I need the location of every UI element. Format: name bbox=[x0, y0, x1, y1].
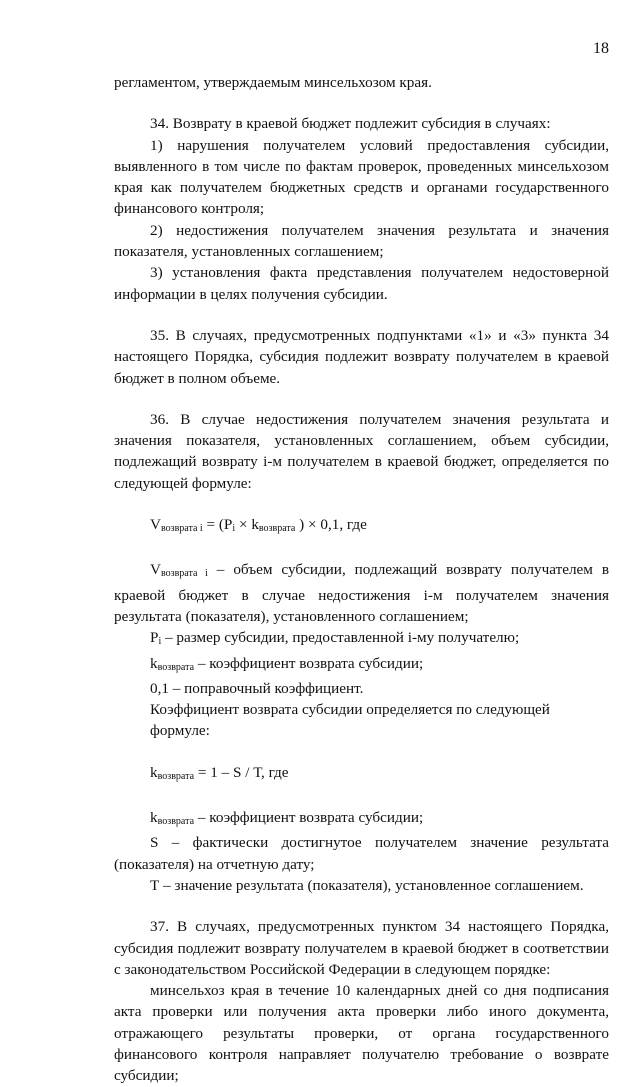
formula-symbol: P bbox=[223, 516, 233, 534]
paragraph-34-item-1: 1) нарушения получателем условий предоставления субсидии, выявленного в том числе по фактам проверок, проведенных минсельхозом края как получателем бюджетных средств и органами государственного финансового контроля; bbox=[114, 136, 609, 218]
formula-operator: × bbox=[235, 516, 252, 534]
formula-subscript: i bbox=[232, 523, 236, 535]
formula-tail: = 1 – S / Т, где bbox=[194, 763, 289, 781]
page-number: 18 bbox=[593, 40, 609, 57]
paragraph-35: 35. В случаях, предусмотренных подпунктами «1» и «3» пункта 34 настоящего Порядка, субсидия подлежит возврату получателем в краевой бюджет в полном объеме. bbox=[114, 326, 609, 387]
paragraph-34-heading: 34. Возврату в краевой бюджет подлежит субсидия в случаях: bbox=[150, 115, 551, 133]
paragraph: регламентом, утверждаемым минсельхозом края. bbox=[114, 74, 432, 91]
formula-2 bbox=[114, 762, 609, 787]
formula-symbol: k bbox=[150, 763, 158, 781]
definition-s: S – фактически достигнутое получателем значение результата (показателя) на отчетную дату; bbox=[114, 834, 609, 873]
definition-p: $P_i$ – размер субсидии, предоставленной i-му получателю; bbox=[150, 629, 520, 648]
formula-subscript: возврата bbox=[258, 523, 296, 535]
paragraph-36: 36. В случае недостижения получателем значения результата и значения показателя, установленных соглашением, объем субсидии, подлежащий возврату i-м получателем в краевой бюджет, определяется по следующей формуле: bbox=[114, 410, 609, 492]
definition-k: $k_{возврата}$ – коэффициент возврата субсидии; bbox=[150, 654, 424, 673]
document-body bbox=[114, 72, 609, 1087]
paragraph-37-item: минсельхоз края в течение 10 календарных дней со дня подписания акта проверки или получения акта проверки либо иного документа, отражающего результаты проверки, от органа государственного финансового контроля направляет получателю требование о возврате субсидии; bbox=[114, 982, 609, 1085]
coefficient-intro: Коэффициент возврата субсидии определяется по следующей формуле: bbox=[150, 701, 550, 740]
formula-subscript: возврата i bbox=[160, 523, 203, 535]
definition-01: 0,1 – поправочный коэффициент. bbox=[150, 679, 364, 697]
formula-1 bbox=[114, 514, 609, 539]
paragraph-37: 37. В случаях, предусмотренных пунктом 34 настоящего Порядка, субсидия подлежит возврату получателем в краевой бюджет в соответствии с законодательством Российской Федерации в следующем порядке: bbox=[114, 918, 609, 978]
formula-subscript: возврата bbox=[157, 770, 195, 782]
definition-v: $V_{возврата i}$ – объем субсидии, подлежащий возврату получателем в краевой бюджет в случае недостижения i-м получателем значения результата (показателя), установленного соглашением; bbox=[114, 561, 610, 625]
formula-symbol: k bbox=[251, 516, 259, 534]
definition-t: Т – значение результата (показателя), установленное соглашением. bbox=[150, 876, 584, 894]
formula-symbol: V bbox=[150, 516, 161, 534]
paragraph-34-item-2: 2) недостижения получателем значения результата и значения показателя, установленных соглашением; bbox=[114, 221, 609, 261]
definition-k2: $k_{возврата}$ – коэффициент возврата субсидии; bbox=[150, 809, 424, 828]
formula-operator: = ( bbox=[202, 516, 224, 534]
paragraph-34-item-3: 3) установления факта представления получателем недостоверной информации в целях получения субсидии. bbox=[114, 264, 609, 303]
formula-tail: ) × 0,1, где bbox=[295, 516, 367, 534]
